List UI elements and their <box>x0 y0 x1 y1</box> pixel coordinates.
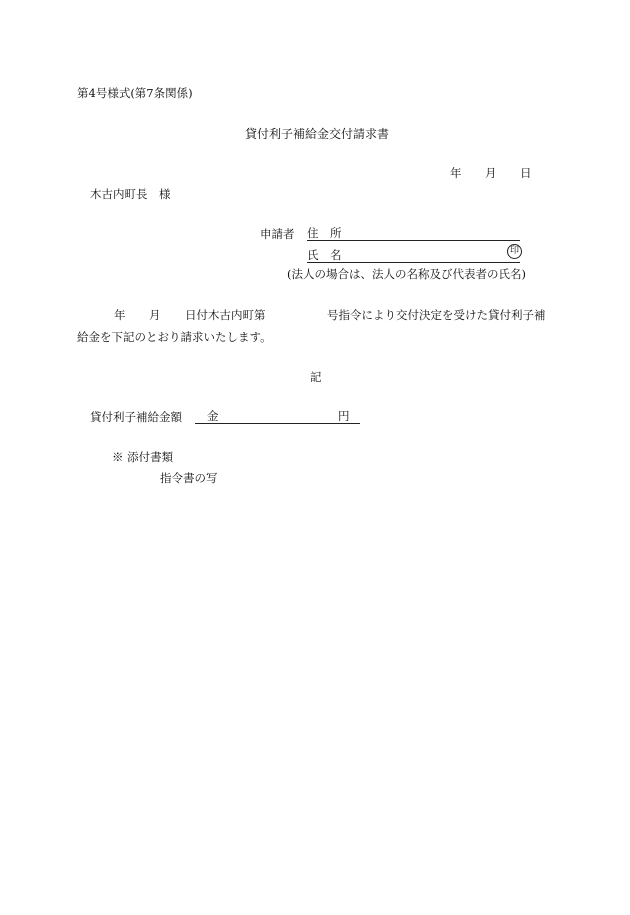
name-field[interactable] <box>307 250 520 263</box>
seal-icon: 印 <box>507 244 522 259</box>
date-day-label: 日 <box>520 166 532 180</box>
name-label: 氏 名 <box>307 248 342 262</box>
amount-suffix: 円 <box>338 409 350 423</box>
applicant-label: 申請者 <box>260 227 295 241</box>
address-label: 住 所 <box>307 226 342 240</box>
document-title: 貸付利子補給金交付請求書 <box>245 127 390 141</box>
attachment-item: 指令書の写 <box>160 471 218 485</box>
date-year-label: 年 <box>450 166 462 180</box>
attachments-heading: ※ 添付書類 <box>112 450 174 464</box>
date-month-label: 月 <box>485 166 497 180</box>
body-month-label: 月 <box>149 308 161 322</box>
body-line1-rest: 号指令により交付決定を受けた貸付利子補 <box>327 308 546 322</box>
corporation-note: (法人の場合は、法人の名称及び代表者の氏名) <box>287 267 526 281</box>
address-field[interactable] <box>307 228 520 241</box>
amount-field[interactable] <box>195 411 360 424</box>
addressee: 木古内町長 様 <box>90 187 171 201</box>
amount-prefix: 金 <box>207 409 219 423</box>
body-reference-prefix: 日付木古内町第 <box>185 308 266 322</box>
body-line2: 給金を下記のとおり請求いたします。 <box>77 330 272 344</box>
amount-label: 貸付利子補給金額 <box>90 410 182 424</box>
form-number: 第4号様式(第7条関係) <box>77 86 193 100</box>
body-year-label: 年 <box>114 308 126 322</box>
ki-heading: 記 <box>310 370 322 384</box>
